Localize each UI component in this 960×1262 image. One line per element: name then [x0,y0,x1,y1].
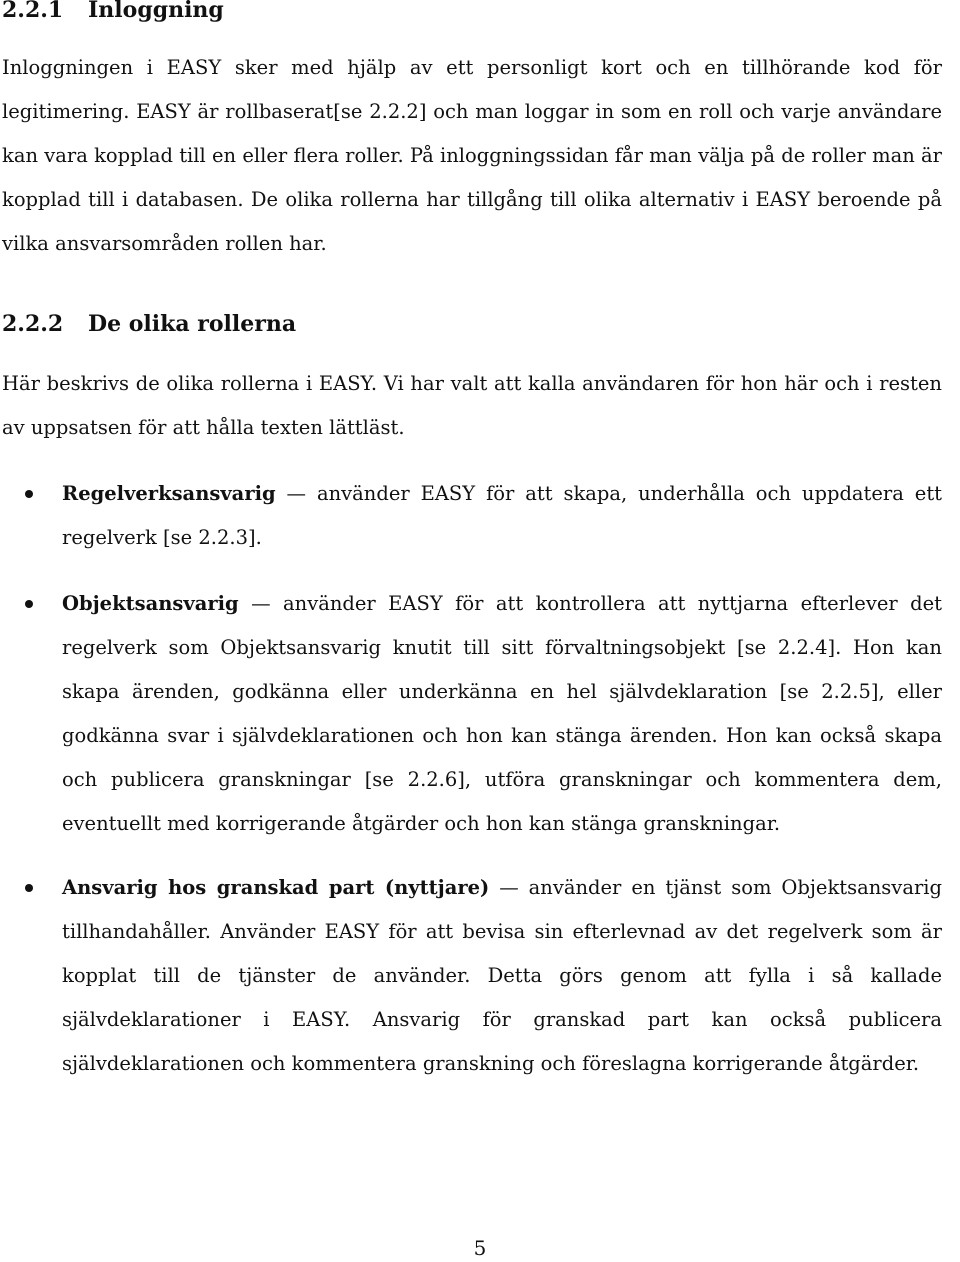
role-description: — använder en tjänst som Objektsansvarig tillhandahåller. Använder EASY för att bevisa sin efterlevnad av det regelverk som är kopplat till de tjänster de använder. Detta görs genom att fylla i så kallade självdeklarationer i EASY. Ansvarig för granskad part kan också publicera självdeklarationen och kommentera granskning och föreslagna korrigerande åtgärder. [62,876,942,1075]
role-text [62,582,942,846]
role-description: — använder EASY för att skapa, underhålla och uppdatera ett regelverk [se 2.2.3]. [62,482,942,549]
section-number: 2.2.2 [2,311,64,337]
bullet-icon [25,600,33,608]
section-title: Inloggning [88,0,224,23]
roller-intro-paragraph: Här beskrivs de olika rollerna i EASY. Vi har valt att kalla användaren för hon här och i resten av uppsatsen för att hålla texten lättläst. [2,372,942,439]
bullet-icon [25,884,33,892]
page-number: 5 [473,1236,487,1260]
section-number: 2.2.1 [2,0,64,23]
section-heading-inloggning [2,0,224,23]
role-term: Regelverksansvarig [62,482,276,505]
section-heading-roller [2,311,296,337]
role-term: Objektsansvarig [62,592,239,615]
inloggning-paragraph: Inloggningen i EASY sker med hjälp av ett personligt kort och en tillhörande kod för legitimering. EASY är rollbaserat[se 2.2.2] och man loggar in som en roll och varje användare kan vara kopplad till en eller flera roller. På inloggningssidan får man välja på de roller man är kopplad till i databasen. De olika rollerna har tillgång till olika alternativ i EASY beroende på vilka ansvarsområden rollen har. [2,56,942,255]
role-text [62,472,942,560]
role-text [62,866,942,1086]
bullet-icon [25,490,33,498]
role-description: — använder EASY för att kontrollera att nyttjarna efterlever det regelverk som Objektsansvarig knutit till sitt förvaltningsobjekt [se 2.2.4]. Hon kan skapa ärenden, godkänna eller underkänna en hel självdeklaration [se 2.2.5], eller godkänna svar i självdeklarationen och hon kan stänga ärenden. Hon kan också skapa och publicera granskningar [se 2.2.6], utföra granskningar och kommentera dem, eventuellt med korrigerande åtgärder och hon kan stänga granskningar. [62,592,942,835]
role-term: Ansvarig hos granskad part (nyttjare) [62,876,490,899]
section-title: De olika rollerna [88,311,297,337]
